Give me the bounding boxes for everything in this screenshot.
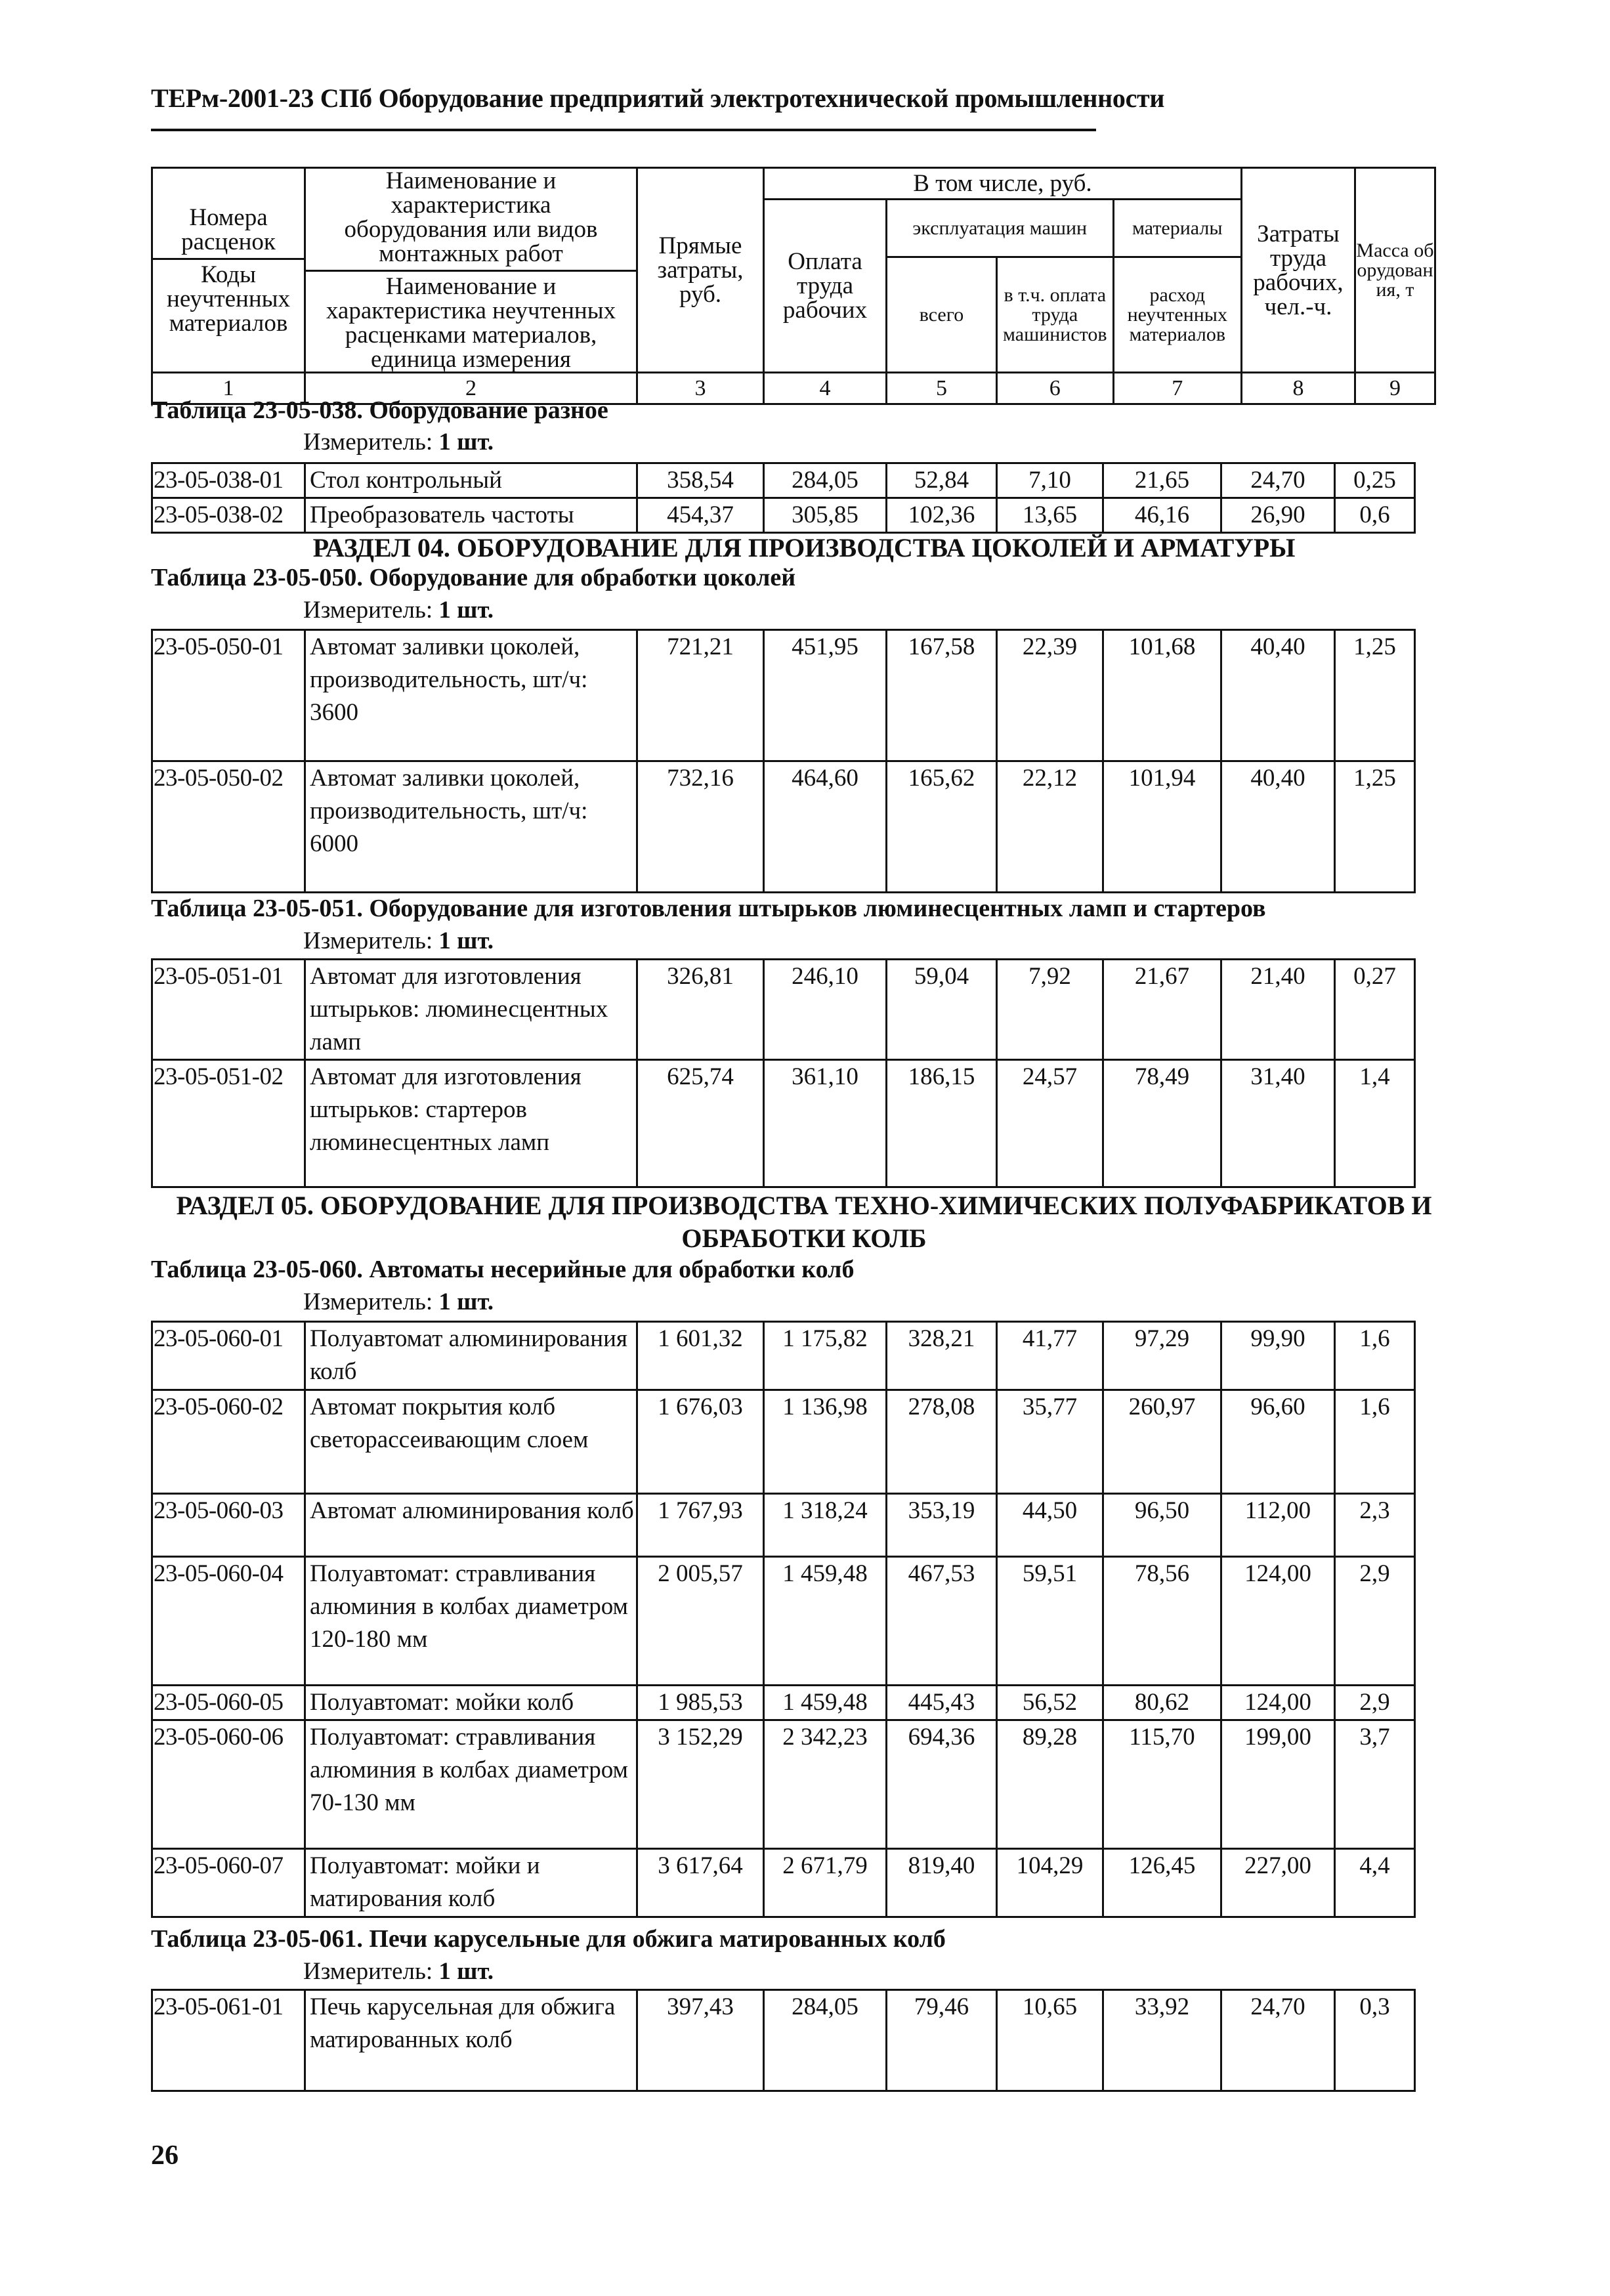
value-materials: 78,49 bbox=[1103, 1060, 1221, 1187]
table-row bbox=[152, 1720, 1415, 1849]
header-col3: Прямые затраты, руб. bbox=[637, 168, 764, 373]
header-col7: расход неучтенных материалов bbox=[1113, 257, 1241, 373]
table-row bbox=[152, 1390, 1415, 1494]
measure-value: 1 шт. bbox=[438, 597, 494, 624]
rate-name: Полуавтомат: стравливания алюминия в колбах диаметром 120-180 мм bbox=[305, 1557, 637, 1686]
value-hours: 24,70 bbox=[1221, 1990, 1335, 2091]
rate-code: 23-05-060-03 bbox=[152, 1494, 305, 1557]
rate-name: Стол контрольный bbox=[305, 463, 637, 498]
value-mass: 2,9 bbox=[1335, 1557, 1415, 1686]
header-col1 bbox=[152, 168, 305, 373]
value-mass: 3,7 bbox=[1335, 1720, 1415, 1849]
rate-name: Преобразователь частоты bbox=[305, 498, 637, 533]
value-labor: 284,05 bbox=[764, 463, 887, 498]
header-col1-divider bbox=[152, 258, 305, 260]
value-direct: 326,81 bbox=[637, 960, 764, 1060]
value-hours: 124,00 bbox=[1221, 1686, 1335, 1720]
measure-050 bbox=[303, 596, 494, 624]
measure-value: 1 шт. bbox=[438, 1288, 494, 1315]
value-mass: 0,25 bbox=[1335, 463, 1415, 498]
header-col2-bottom: Наименование и характеристика неучтенных расценками материалов, единица измерения bbox=[326, 273, 616, 373]
header-col8: Затраты труда рабочих, чел.-ч. bbox=[1241, 168, 1355, 373]
value-materials: 21,67 bbox=[1103, 960, 1221, 1060]
value-hours: 31,40 bbox=[1221, 1060, 1335, 1187]
value-hours: 199,00 bbox=[1221, 1720, 1335, 1849]
value-operators: 22,12 bbox=[997, 761, 1103, 893]
header-num-3: 3 bbox=[637, 373, 764, 404]
header-num-7: 7 bbox=[1113, 373, 1241, 404]
rate-code: 23-05-061-01 bbox=[152, 1990, 305, 2091]
value-machines: 819,40 bbox=[887, 1849, 997, 1917]
measure-051 bbox=[303, 927, 494, 955]
rate-name: Автомат алюминирования колб bbox=[305, 1494, 637, 1557]
value-direct: 1 676,03 bbox=[637, 1390, 764, 1494]
rate-name: Автомат заливки цоколей, производительность, шт/ч: 3600 bbox=[305, 630, 637, 761]
value-machines: 79,46 bbox=[887, 1990, 997, 2091]
column-header-table bbox=[151, 167, 1436, 405]
rate-name: Полуавтомат: стравливания алюминия в колбах диаметром 70-130 мм bbox=[305, 1720, 637, 1849]
value-labor: 1 318,24 bbox=[764, 1494, 887, 1557]
section-title-04: РАЗДЕЛ 04. ОБОРУДОВАНИЕ ДЛЯ ПРОИЗВОДСТВА ЦОКОЛЕЙ И АРМАТУРЫ bbox=[312, 533, 1296, 563]
value-hours: 227,00 bbox=[1221, 1849, 1335, 1917]
value-mass: 0,6 bbox=[1335, 498, 1415, 533]
value-hours: 40,40 bbox=[1221, 630, 1335, 761]
value-hours: 124,00 bbox=[1221, 1557, 1335, 1686]
rate-code: 23-05-060-07 bbox=[152, 1849, 305, 1917]
value-operators: 59,51 bbox=[997, 1557, 1103, 1686]
data-table bbox=[151, 958, 1416, 1188]
header-rule bbox=[151, 129, 1096, 131]
value-hours: 26,90 bbox=[1221, 498, 1335, 533]
value-operators: 89,28 bbox=[997, 1720, 1103, 1849]
measure-038 bbox=[303, 428, 494, 456]
rate-name: Автомат для изготовления штырьков: стартеров люминесцентных ламп bbox=[305, 1060, 637, 1187]
value-labor: 1 136,98 bbox=[764, 1390, 887, 1494]
value-mass: 2,3 bbox=[1335, 1494, 1415, 1557]
table-row bbox=[152, 1990, 1415, 2091]
measure-label: Измеритель: bbox=[303, 1288, 433, 1315]
rate-code: 23-05-038-01 bbox=[152, 463, 305, 498]
header-num-9: 9 bbox=[1355, 373, 1435, 404]
value-operators: 7,92 bbox=[997, 960, 1103, 1060]
table-row bbox=[152, 761, 1415, 893]
value-labor: 246,10 bbox=[764, 960, 887, 1060]
value-operators: 22,39 bbox=[997, 630, 1103, 761]
value-direct: 358,54 bbox=[637, 463, 764, 498]
value-mass: 1,6 bbox=[1335, 1390, 1415, 1494]
value-labor: 2 342,23 bbox=[764, 1720, 887, 1849]
rate-name: Автомат покрытия колб светорассеивающим слоем bbox=[305, 1390, 637, 1494]
header-num-6: 6 bbox=[997, 373, 1114, 404]
table-row bbox=[152, 1060, 1415, 1187]
value-machines: 52,84 bbox=[887, 463, 997, 498]
value-direct: 625,74 bbox=[637, 1060, 764, 1187]
rate-name: Автомат для изготовления штырьков: люминесцентных ламп bbox=[305, 960, 637, 1060]
value-materials: 115,70 bbox=[1103, 1720, 1221, 1849]
rate-code: 23-05-051-01 bbox=[152, 960, 305, 1060]
table-title-038: Таблица 23-05-038. Оборудование разное bbox=[151, 396, 608, 424]
value-operators: 104,29 bbox=[997, 1849, 1103, 1917]
value-direct: 2 005,57 bbox=[637, 1557, 764, 1686]
data-table-061 bbox=[151, 1989, 1416, 2092]
value-mass: 0,3 bbox=[1335, 1990, 1415, 2091]
value-mass: 0,27 bbox=[1335, 960, 1415, 1060]
rate-code: 23-05-060-01 bbox=[152, 1322, 305, 1390]
header-col4: Оплата труда рабочих bbox=[764, 200, 887, 373]
value-machines: 102,36 bbox=[887, 498, 997, 533]
data-table bbox=[151, 1989, 1416, 2092]
rate-name: Печь карусельная для обжига матированных колб bbox=[305, 1990, 637, 2091]
header-num-5: 5 bbox=[887, 373, 997, 404]
value-materials: 80,62 bbox=[1103, 1686, 1221, 1720]
value-mass: 4,4 bbox=[1335, 1849, 1415, 1917]
data-table-050 bbox=[151, 629, 1416, 893]
value-hours: 96,60 bbox=[1221, 1390, 1335, 1494]
value-direct: 732,16 bbox=[637, 761, 764, 893]
value-labor: 2 671,79 bbox=[764, 1849, 887, 1917]
measure-061 bbox=[303, 1957, 494, 1986]
value-labor: 284,05 bbox=[764, 1990, 887, 2091]
rate-code: 23-05-050-01 bbox=[152, 630, 305, 761]
header-col1-bottom: Коды неучтенных материалов bbox=[167, 261, 290, 337]
value-materials: 78,56 bbox=[1103, 1557, 1221, 1686]
value-materials: 101,94 bbox=[1103, 761, 1221, 893]
header-num-8: 8 bbox=[1241, 373, 1355, 404]
value-machines: 353,19 bbox=[887, 1494, 997, 1557]
value-machines: 167,58 bbox=[887, 630, 997, 761]
table-row bbox=[152, 1686, 1415, 1720]
value-direct: 1 767,93 bbox=[637, 1494, 764, 1557]
header-machines: эксплуатация машин bbox=[887, 200, 1114, 257]
value-machines: 445,43 bbox=[887, 1686, 997, 1720]
table-title-060: Таблица 23-05-060. Автоматы несерийные для обработки колб bbox=[151, 1256, 855, 1283]
data-table bbox=[151, 1321, 1416, 1918]
header-col2-divider bbox=[305, 270, 637, 272]
rate-name: Автомат заливки цоколей, производительность, шт/ч: 6000 bbox=[305, 761, 637, 893]
table-title-050: Таблица 23-05-050. Оборудование для обработки цоколей bbox=[151, 564, 796, 591]
header-num-4: 4 bbox=[764, 373, 887, 404]
value-direct: 1 601,32 bbox=[637, 1322, 764, 1390]
measure-value: 1 шт. bbox=[438, 1958, 494, 1985]
value-labor: 1 175,82 bbox=[764, 1322, 887, 1390]
table-row bbox=[152, 630, 1415, 761]
measure-label: Измеритель: bbox=[303, 1958, 433, 1985]
measure-label: Измеритель: bbox=[303, 429, 433, 456]
rate-name: Полуавтомат алюминирования колб bbox=[305, 1322, 637, 1390]
value-direct: 3 152,29 bbox=[637, 1720, 764, 1849]
data-table-038 bbox=[151, 462, 1416, 534]
running-head: ТЕРм-2001-23 СПб Оборудование предприятий электротехнической промышленности bbox=[151, 83, 1165, 113]
value-machines: 328,21 bbox=[887, 1322, 997, 1390]
value-direct: 721,21 bbox=[637, 630, 764, 761]
value-operators: 13,65 bbox=[997, 498, 1103, 533]
table-row bbox=[152, 1494, 1415, 1557]
value-mass: 1,6 bbox=[1335, 1322, 1415, 1390]
value-mass: 1,4 bbox=[1335, 1060, 1415, 1187]
value-materials: 96,50 bbox=[1103, 1494, 1221, 1557]
value-mass: 1,25 bbox=[1335, 630, 1415, 761]
table-title-061: Таблица 23-05-061. Печи карусельные для обжига матированных колб bbox=[151, 1925, 946, 1953]
rate-code: 23-05-038-02 bbox=[152, 498, 305, 533]
value-operators: 7,10 bbox=[997, 463, 1103, 498]
table-row bbox=[152, 463, 1415, 498]
value-mass: 2,9 bbox=[1335, 1686, 1415, 1720]
value-materials: 33,92 bbox=[1103, 1990, 1221, 2091]
header-col6: в т.ч. оплата труда машинистов bbox=[997, 257, 1114, 373]
value-machines: 59,04 bbox=[887, 960, 997, 1060]
data-table bbox=[151, 462, 1416, 534]
value-operators: 35,77 bbox=[997, 1390, 1103, 1494]
table-row bbox=[152, 1322, 1415, 1390]
measure-060 bbox=[303, 1288, 494, 1316]
table-title-051: Таблица 23-05-051. Оборудование для изготовления штырьков люминесцентных ламп и стартеров bbox=[151, 895, 1266, 922]
value-hours: 21,40 bbox=[1221, 960, 1335, 1060]
rate-name: Полуавтомат: мойки колб bbox=[305, 1686, 637, 1720]
measure-value: 1 шт. bbox=[438, 429, 494, 456]
section-title-05: РАЗДЕЛ 05. ОБОРУДОВАНИЕ ДЛЯ ПРОИЗВОДСТВА ТЕХНО-ХИМИЧЕСКИХ ПОЛУФАБРИКАТОВ И ОБРАБОТКИ КОЛБ bbox=[176, 1191, 1432, 1253]
value-materials: 101,68 bbox=[1103, 630, 1221, 761]
value-hours: 112,00 bbox=[1221, 1494, 1335, 1557]
value-labor: 305,85 bbox=[764, 498, 887, 533]
page-number: 26 bbox=[151, 2140, 179, 2171]
value-direct: 3 617,64 bbox=[637, 1849, 764, 1917]
data-table-060 bbox=[151, 1321, 1416, 1918]
value-hours: 40,40 bbox=[1221, 761, 1335, 893]
value-labor: 464,60 bbox=[764, 761, 887, 893]
header-num-2: 2 bbox=[305, 373, 637, 404]
value-operators: 24,57 bbox=[997, 1060, 1103, 1187]
data-table-051 bbox=[151, 958, 1416, 1188]
value-machines: 278,08 bbox=[887, 1390, 997, 1494]
value-machines: 186,15 bbox=[887, 1060, 997, 1187]
value-operators: 10,65 bbox=[997, 1990, 1103, 2091]
value-direct: 397,43 bbox=[637, 1990, 764, 2091]
value-materials: 260,97 bbox=[1103, 1390, 1221, 1494]
table-row bbox=[152, 498, 1415, 533]
value-machines: 165,62 bbox=[887, 761, 997, 893]
rate-code: 23-05-060-04 bbox=[152, 1557, 305, 1686]
value-labor: 451,95 bbox=[764, 630, 887, 761]
value-direct: 1 985,53 bbox=[637, 1686, 764, 1720]
rate-code: 23-05-060-05 bbox=[152, 1686, 305, 1720]
table-row bbox=[152, 1849, 1415, 1917]
rate-code: 23-05-051-02 bbox=[152, 1060, 305, 1187]
measure-label: Измеритель: bbox=[303, 927, 433, 954]
measure-label: Измеритель: bbox=[303, 597, 433, 624]
measure-value: 1 шт. bbox=[438, 927, 494, 954]
rate-code: 23-05-050-02 bbox=[152, 761, 305, 893]
value-machines: 694,36 bbox=[887, 1720, 997, 1849]
value-operators: 56,52 bbox=[997, 1686, 1103, 1720]
value-hours: 24,70 bbox=[1221, 463, 1335, 498]
rate-code: 23-05-060-02 bbox=[152, 1390, 305, 1494]
header-col2-top: Наименование и характеристика оборудования или видов монтажных работ bbox=[344, 167, 598, 267]
value-materials: 21,65 bbox=[1103, 463, 1221, 498]
value-direct: 454,37 bbox=[637, 498, 764, 533]
header-group: В том числе, руб. bbox=[764, 168, 1242, 200]
value-hours: 99,90 bbox=[1221, 1322, 1335, 1390]
value-mass: 1,25 bbox=[1335, 761, 1415, 893]
data-table bbox=[151, 629, 1416, 893]
rate-name: Полуавтомат: мойки и матирования колб bbox=[305, 1849, 637, 1917]
header-col5: всего bbox=[887, 257, 997, 373]
value-materials: 126,45 bbox=[1103, 1849, 1221, 1917]
value-operators: 44,50 bbox=[997, 1494, 1103, 1557]
value-labor: 361,10 bbox=[764, 1060, 887, 1187]
rate-code: 23-05-060-06 bbox=[152, 1720, 305, 1849]
value-machines: 467,53 bbox=[887, 1557, 997, 1686]
table-row bbox=[152, 1557, 1415, 1686]
table-row bbox=[152, 960, 1415, 1060]
header-materials: материалы bbox=[1113, 200, 1241, 257]
header-col9: Масса оборудования, т bbox=[1355, 168, 1435, 373]
value-materials: 97,29 bbox=[1103, 1322, 1221, 1390]
value-labor: 1 459,48 bbox=[764, 1557, 887, 1686]
value-labor: 1 459,48 bbox=[764, 1686, 887, 1720]
header-num-1: 1 bbox=[152, 373, 305, 404]
value-operators: 41,77 bbox=[997, 1322, 1103, 1390]
header-col1-top: Номера расценок bbox=[181, 203, 276, 255]
header-col2 bbox=[305, 168, 637, 373]
value-materials: 46,16 bbox=[1103, 498, 1221, 533]
